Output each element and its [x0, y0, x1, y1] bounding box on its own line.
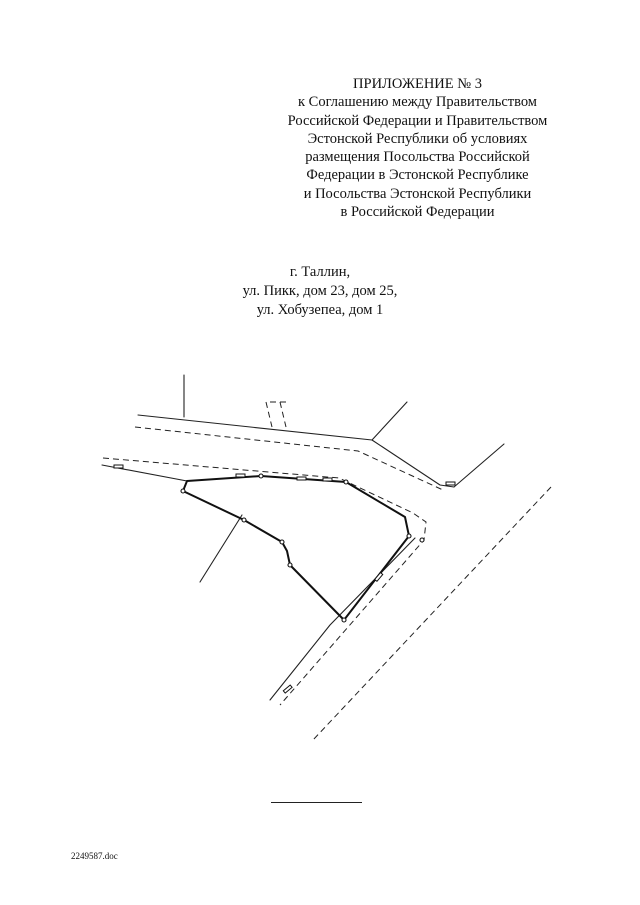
- marker-box: [297, 477, 306, 480]
- dashed-boundary-north: [135, 427, 443, 490]
- street-edge-west: [200, 515, 242, 582]
- appendix-line-3: Эстонской Республики об условиях: [307, 130, 528, 147]
- boundary-point: [181, 489, 185, 493]
- dashed-boundary-south: [103, 458, 426, 705]
- boundary-point: [407, 534, 411, 538]
- appendix-line-2: Российской Федерации и Правительством: [287, 112, 548, 129]
- boundary-point: [420, 538, 424, 542]
- boundary-point: [344, 480, 348, 484]
- appendix-line-1: к Соглашению между Правительством: [298, 94, 537, 111]
- marker-box: [114, 465, 123, 468]
- dashed-marker: [266, 402, 290, 427]
- marker-box: [446, 482, 455, 485]
- appendix-line-5: Федерации в Эстонской Республике: [306, 167, 529, 184]
- signature-rule: [271, 802, 362, 803]
- plot-boundary: [183, 476, 409, 620]
- appendix-line-4: размещения Посольства Российской: [305, 149, 530, 166]
- boundary-point: [259, 474, 263, 478]
- marker-box: [236, 474, 245, 477]
- boundary-point: [280, 540, 284, 544]
- appendix-line-6: и Посольства Эстонской Республики: [303, 185, 532, 202]
- building-edge-corner: [454, 444, 504, 487]
- building-edge-right: [372, 402, 407, 440]
- marker-box: [375, 573, 383, 582]
- address-street-2: ул. Хобузепеа, дом 1: [256, 302, 384, 318]
- marker-box: [323, 478, 332, 481]
- boundary-point: [288, 563, 292, 567]
- address-street-1: ул. Пикк, дом 23, дом 25,: [242, 283, 398, 299]
- street-edge-north: [138, 415, 454, 487]
- address-city: г. Таллин,: [289, 264, 351, 280]
- appendix-title: ПРИЛОЖЕНИЕ № 3: [353, 76, 482, 92]
- boundary-point: [342, 618, 346, 622]
- appendix-line-7: в Российской Федерации: [340, 204, 495, 221]
- boundary-point: [242, 518, 246, 522]
- document-id: 2249587.doc: [71, 851, 118, 861]
